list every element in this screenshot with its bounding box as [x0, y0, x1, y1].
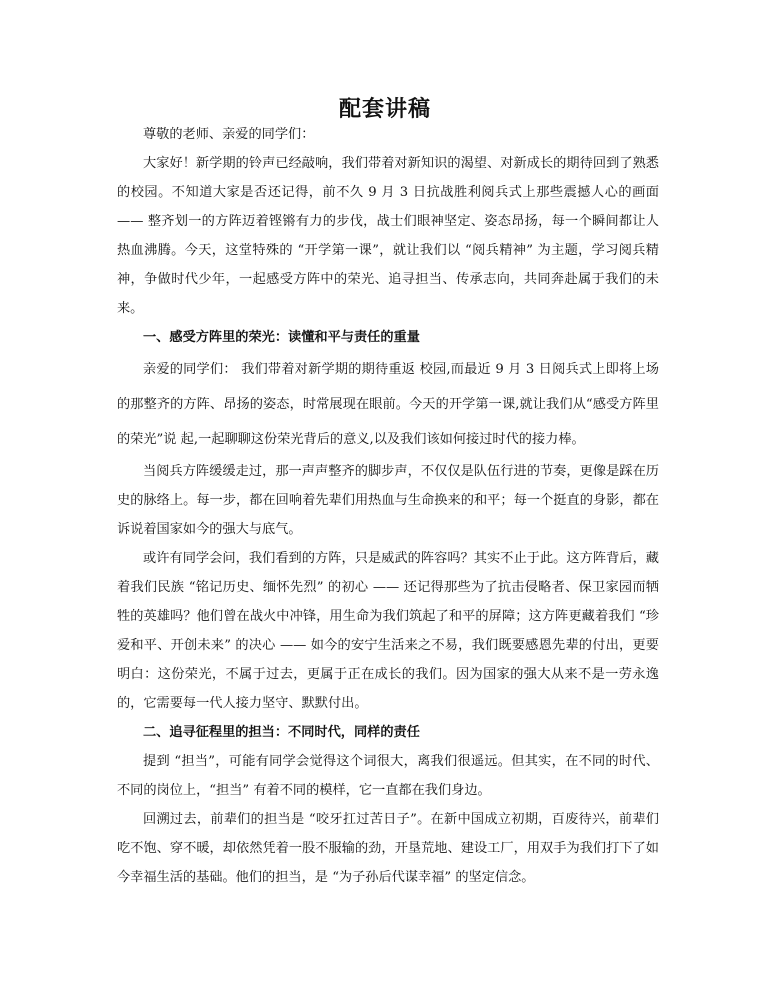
page-title: 配套讲稿 [338, 96, 431, 122]
salutation: 尊敬的老师、亲爱的同学们： [143, 127, 315, 142]
section2-paragraph-1: 提到 “担当”，可能有同学会觉得这个词很大，离我们很遥远。但其实，在不同的时代、不同的岗位上，“担当” 有着不同的模样，它一直都在我们身边。 [117, 754, 659, 798]
speech-body [117, 120, 659, 892]
intro-paragraph: 大家好！新学期的铃声已经敲响，我们带着对新知识的渴望、对新成长的期待回到了熟悉的校园。不知道大家是否还记得，前不久 9 月 3 日抗战胜利阅兵式上那些震撼人心的画面 —— 整齐划一的方阵迈着铿锵有力的步伐，战士们眼神坚定、姿态昂扬，每一个瞬间都让人热血沸腾。今天，这堂特殊的 “开学第一课”，就让我们以 “阅兵精神” 为主题，学习阅兵精神，争做时代少年，一起感受方阵中的荣光、追寻担当、传承志向，共同奔赴属于我们的未来。 [117, 156, 659, 316]
section-heading-1: 一、感受方阵里的荣光：读懂和平与责任的重量 [143, 330, 420, 345]
section1-paragraph-3: 或许有同学会问，我们看到的方阵，只是威武的阵容吗？其实不止于此。这方阵背后，藏着我们民族 “铭记历史、缅怀先烈” 的初心 —— 还记得那些为了抗击侵略者、保卫家园而牺牲的英雄吗？他们曾在战火中冲锋，用生命为我们筑起了和平的屏障；这方阵更藏着我们 “珍爱和平、开创未来” 的决心 —— 如今的安宁生活来之不易，我们既要感恩先辈的付出，更要明白：这份荣光，不属于过去，更属于正在成长的我们。因为国家的强大从来不是一劳永逸的，它需要每一代人接力坚守、默默付出。 [117, 551, 659, 711]
section-heading-2: 二、追寻征程里的担当：不同时代，同样的责任 [143, 725, 420, 740]
section1-paragraph-1: 亲爱的同学们： 我们带着对新学期的期待重返 校园,而最近 9 月 3 日阅兵式上即将上场的那整齐的方阵、昂扬的姿态，时常展现在眼前。今天的开学第一课,就让我们从“感受方阵里的荣光”说 起,一起聊聊这份荣光背后的意义,以及我们该如何接过时代的接力棒。 [117, 362, 659, 447]
section1-paragraph-2: 当阅兵方阵缓缓走过，那一声声整齐的脚步声，不仅仅是队伍行进的节奏，更像是踩在历史的脉络上。每一步，都在回响着先辈们用热血与生命换来的和平；每一个挺直的身影，都在诉说着国家如今的强大与底气。 [117, 464, 659, 537]
section2-paragraph-2: 回溯过去，前辈们的担当是 “咬牙扛过苦日子”。在新中国成立初期，百废待兴，前辈们吃不饱、穿不暖，却依然凭着一股不服输的劲，开垦荒地、建设工厂，用双手为我们打下了如今幸福生活的基础。他们的担当，是 “为子孙后代谋幸福” 的坚定信念。 [117, 812, 659, 885]
